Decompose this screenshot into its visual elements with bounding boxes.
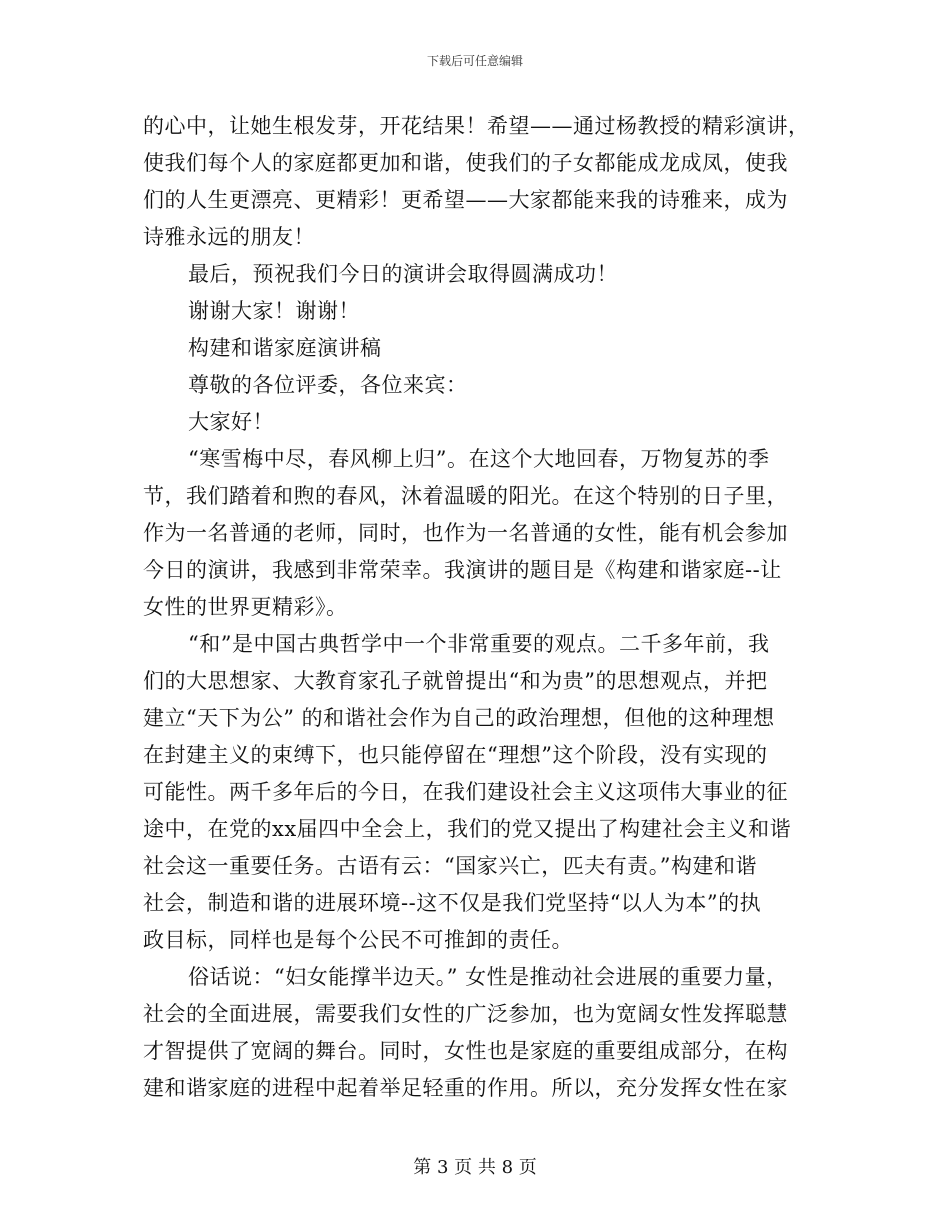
text-line: 女性的世界更精彩》。 [143,595,348,619]
text-line: 节，我们踏着和煦的春风，沐着温暖的阳光。在这个特别的日子里， [143,484,788,508]
text-line: 政目标，同样也是每个公民不可推卸的责任。 [143,928,573,952]
text-line: 在封建主义的束缚下，也只能停留在“理想”这个阶段，没有实现的 [143,743,768,767]
text-line: 尊敬的各位评委，各位来宾： [188,373,468,397]
text-line: 途中，在党的xx届四中全会上，我们的党又提出了构建社会主义和谐 [143,817,792,841]
text-line: 作为一名普通的老师，同时，也作为一名普通的女性，能有机会参加 [143,521,788,545]
text-line: 可能性。两千多年后的今日，在我们建设社会主义这项伟大事业的征 [143,780,788,804]
text-line: 谢谢大家！谢谢！ [188,299,360,323]
text-line: 社会，制造和谐的进展环境--这不仅是我们党坚持“以人为本”的执 [143,891,762,915]
text-line: 才智提供了宽阔的舞台。同时，女性也是家庭的重要组成部分，在构 [143,1039,788,1063]
page-header: 下载后可任意编辑 [426,54,523,68]
text-line: “和”是中国古典哲学中一个非常重要的观点。二千多年前，我 [188,632,770,656]
text-line: 今日的演讲，我感到非常荣幸。我演讲的题目是《构建和谐家庭--让 [143,558,782,582]
text-line: 使我们每个人的家庭都更加和谐，使我们的子女都能成龙成凤，使我 [143,151,788,175]
text-line: 社会这一重要任务。古语有云：“国家兴亡，匹夫有责。”构建和谐 [143,854,757,878]
text-line: 构建和谐家庭演讲稿 [188,336,382,360]
document-body [143,108,833,1107]
text-line: 最后，预祝我们今日的演讲会取得圆满成功！ [188,262,618,286]
page-footer: 第 3 页 共 8 页 [413,1157,537,1178]
text-line: 们的大思想家、大教育家孔子就曾提出“和为贵”的思想观点，并把 [143,669,768,693]
text-line: 建和谐家庭的进程中起着举足轻重的作用。所以，充分发挥女性在家 [143,1076,788,1100]
text-line: 们的人生更漂亮、更精彩！更希望——大家都能来我的诗雅来，成为 [143,188,788,212]
text-line: 诗雅永远的朋友！ [143,225,315,249]
text-line: 建立“天下为公” 的和谐社会作为自己的政治理想，但他的这种理想 [143,706,775,730]
text-line: 大家好！ [188,410,274,434]
text-line: 俗话说：“妇女能撑半边天。” 女性是推动社会进展的重要力量， [188,965,788,989]
text-line: “寒雪梅中尽，春风柳上归”。在这个大地回春，万物复苏的季 [188,447,770,471]
text-line: 社会的全面进展，需要我们女性的广泛参加，也为宽阔女性发挥聪慧 [143,1002,788,1026]
text-line: 的心中，让她生根发芽，开花结果！希望——通过杨教授的精彩演讲， [143,114,810,138]
